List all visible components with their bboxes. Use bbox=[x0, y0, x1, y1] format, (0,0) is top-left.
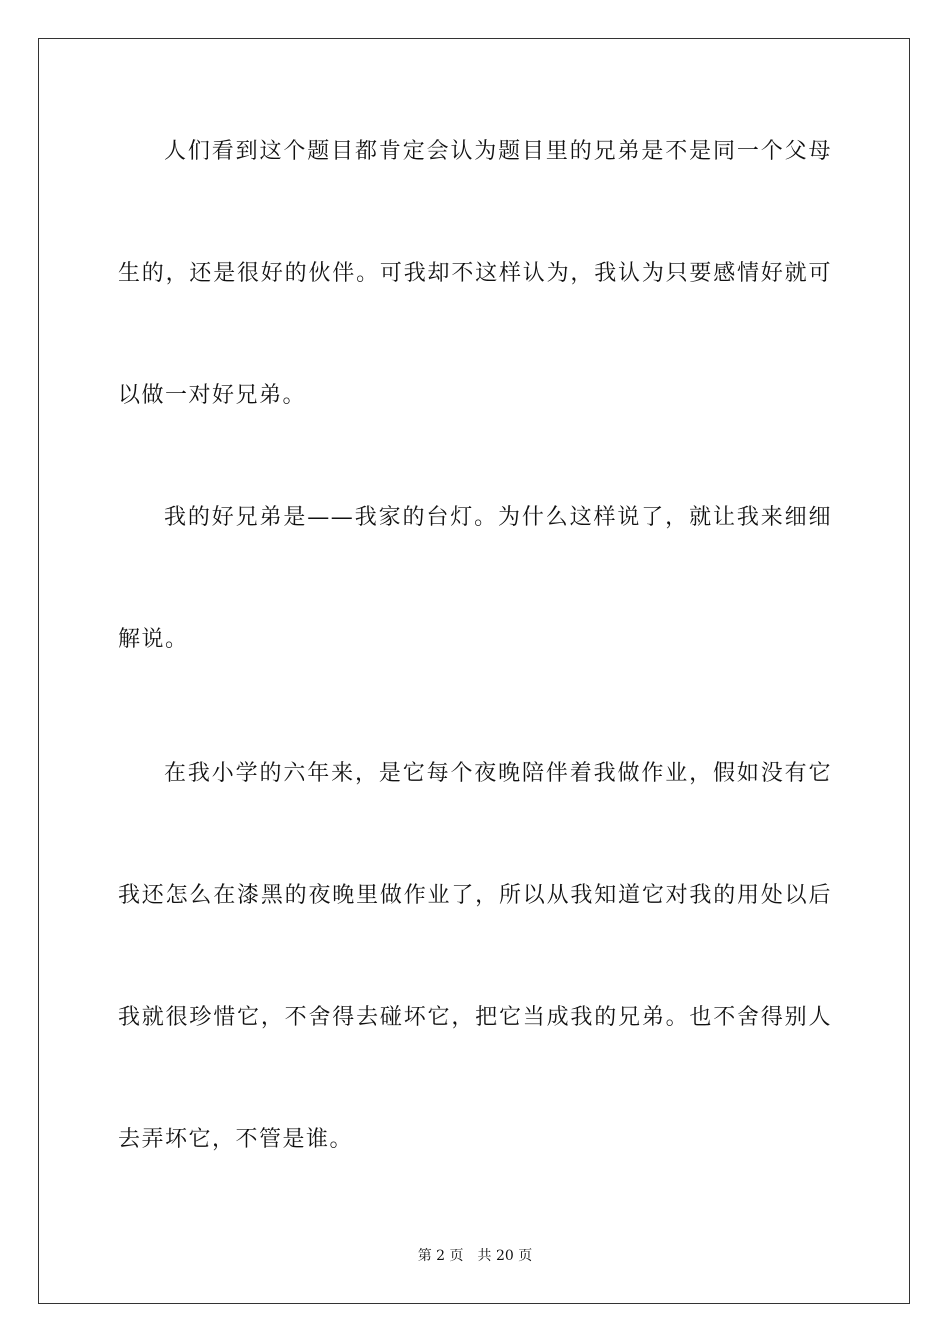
paragraph-3-line-3: 我就很珍惜它，不舍得去碰坏它，把它当成我的兄弟。也不舍得别人 bbox=[118, 1005, 832, 1030]
paragraph-2-line-1: 我的好兄弟是——我家的台灯。为什么这样说了，就让我来细细 bbox=[164, 505, 832, 530]
paragraph-2-line-2: 解说。 bbox=[118, 627, 189, 652]
paragraph-1-line-3: 以做一对好兄弟。 bbox=[118, 383, 307, 408]
page-number: 第 2 页 共 20 页 bbox=[417, 1248, 533, 1264]
paragraph-3-line-2: 我还怎么在漆黑的夜晚里做作业了，所以从我知道它对我的用处以后 bbox=[118, 883, 832, 908]
paragraph-3-line-1: 在我小学的六年来，是它每个夜晚陪伴着我做作业，假如没有它 bbox=[164, 761, 832, 786]
page-border bbox=[38, 38, 910, 1304]
paragraph-1-line-2: 生的，还是很好的伙伴。可我却不这样认为，我认为只要感情好就可 bbox=[118, 261, 832, 286]
paragraph-1-line-1: 人们看到这个题目都肯定会认为题目里的兄弟是不是同一个父母 bbox=[164, 139, 832, 164]
paragraph-3-line-4: 去弄坏它，不管是谁。 bbox=[118, 1127, 354, 1152]
